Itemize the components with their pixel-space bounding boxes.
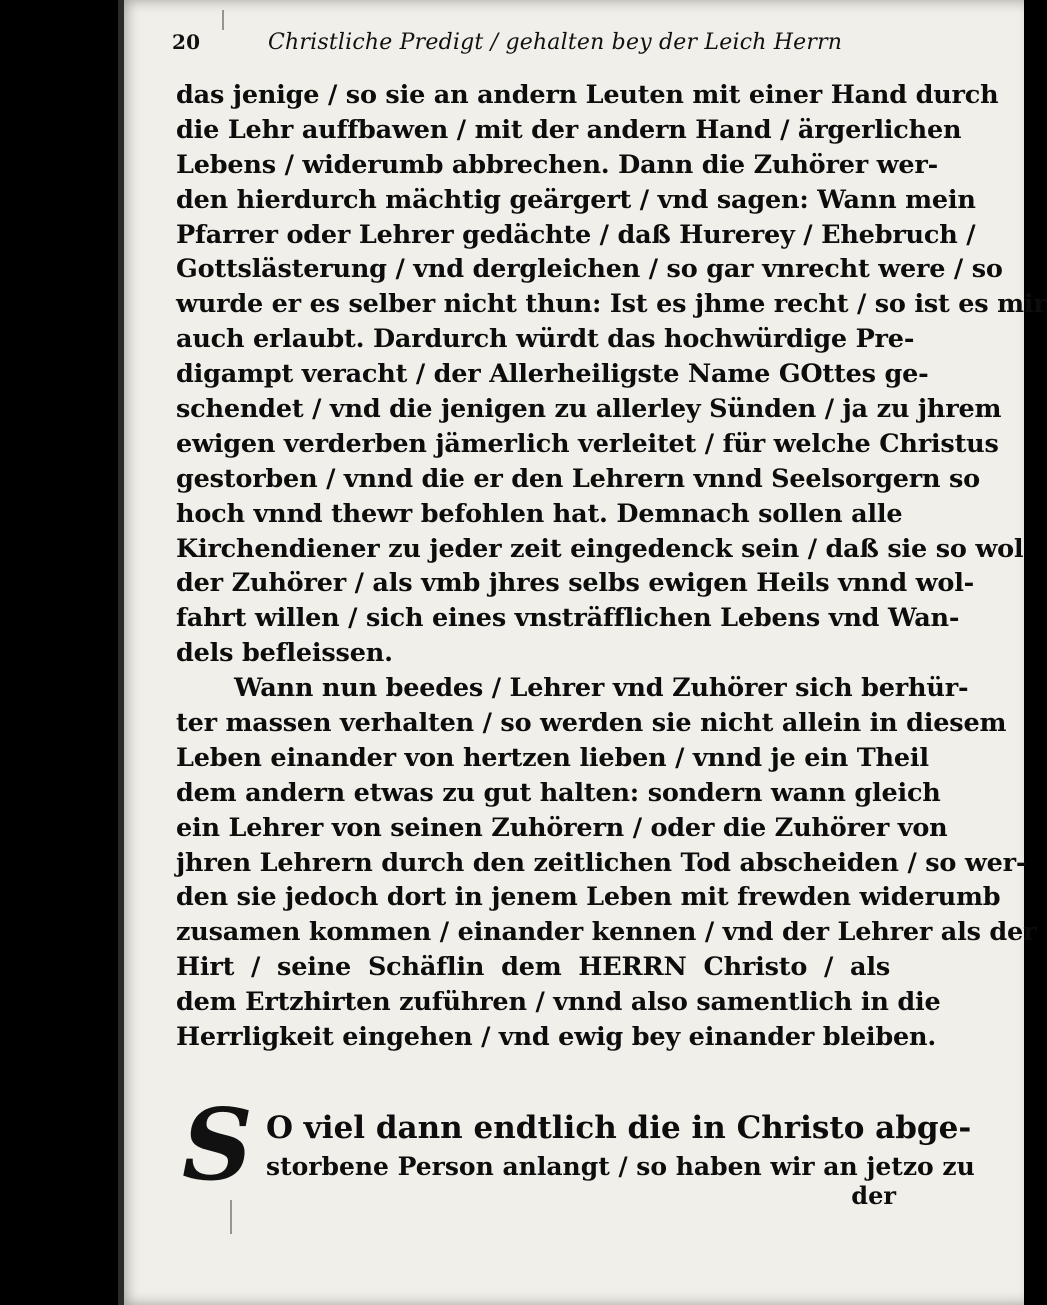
text-line: Leben einander von hertzen lieben / vnnd je ein Theil xyxy=(176,742,929,773)
closing-section xyxy=(182,1088,975,1212)
text-line: Lebens / widerumb abbrechen. Dann die Zuhörer wer- xyxy=(176,149,939,180)
sermon-text xyxy=(176,78,1047,1055)
closing-line-1: O viel dann endtlich die in Christo abge- xyxy=(266,1110,972,1146)
text-line: Pfarrer oder Lehrer gedächte / daß Hurerey / Ehebruch / xyxy=(176,219,976,250)
catchword: der xyxy=(851,1181,896,1210)
text-line: dem Ertzhirten zuführen / vnnd also samentlich in die xyxy=(176,987,941,1018)
text-line: Wann nun beedes / Lehrer vnd Zuhörer sich berhür- xyxy=(234,673,969,704)
page-gutter-edge xyxy=(118,0,124,1305)
text-line: fahrt willen / sich eines vnsträfflichen Lebens vnd Wan- xyxy=(176,603,960,634)
paper-speck xyxy=(230,1200,232,1234)
text-line: wurde er es selber nicht thun: Ist es jhme recht / so ist es mir xyxy=(176,289,1047,320)
text-line: Gottslästerung / vnd dergleichen / so gar vnrecht were / so xyxy=(176,254,1003,285)
running-header xyxy=(172,30,892,66)
text-line: ewigen verderben jämerlich verleitet / für welche Christus xyxy=(176,428,999,459)
text-line: dem andern etwas zu gut halten: sondern wann gleich xyxy=(176,777,941,808)
page-number: 20 xyxy=(172,30,201,54)
text-line: Kirchendiener zu jeder zeit eingedenck sein / daß sie so wol xyxy=(176,533,1024,564)
closing-line-2: storbene Person anlangt / so haben wir an jetzo zu xyxy=(266,1152,975,1181)
text-line: gestorben / vnnd die er den Lehrern vnnd Seelsorgern so xyxy=(176,463,980,494)
text-line: den hierdurch mächtig geärgert / vnd sagen: Wann mein xyxy=(176,184,976,215)
header-title: Christliche Predigt / gehalten bey der Leich Herrn xyxy=(268,30,843,55)
text-line: auch erlaubt. Dardurch würdt das hochwürdige Pre- xyxy=(176,324,915,355)
paper-speck xyxy=(222,10,224,30)
text-line: ein Lehrer von seinen Zuhörern / oder die Zuhörer von xyxy=(176,812,948,843)
text-line: dels befleissen. xyxy=(176,638,393,669)
text-line: zusamen kommen / einander kennen / vnd der Lehrer als der xyxy=(176,917,1037,948)
text-line: hoch vnnd thewr befohlen hat. Demnach sollen alle xyxy=(176,498,903,529)
text-line: jhren Lehrern durch den zeitlichen Tod abscheiden / so wer- xyxy=(176,847,1027,878)
text-line: die Lehr auffbawen / mit der andern Hand / ärgerlichen xyxy=(176,114,962,145)
text-line: Herrligkeit eingehen / vnd ewig bey einander bleiben. xyxy=(176,1022,937,1053)
text-line: ter massen verhalten / so werden sie nicht allein in diesem xyxy=(176,708,1007,739)
text-line: den sie jedoch dort in jenem Leben mit frewden widerumb xyxy=(176,882,1001,913)
text-line: der Zuhörer / als vmb jhres selbs ewigen Heils vnnd wol- xyxy=(176,568,975,599)
text-line: das jenige / so sie an andern Leuten mit einer Hand durch xyxy=(176,80,999,110)
text-line: Hirt / seine Schäflin dem HERRN Christo / als xyxy=(176,952,890,983)
text-line: digampt veracht / der Allerheiligste Name GOttes ge- xyxy=(176,359,929,390)
paragraph-2 xyxy=(176,671,1037,1055)
paragraph-1 xyxy=(176,78,1047,671)
text-line: schendet / vnd die jenigen zu allerley Sünden / ja zu jhrem xyxy=(176,394,1002,425)
drop-cap-initial: S xyxy=(182,1088,253,1203)
